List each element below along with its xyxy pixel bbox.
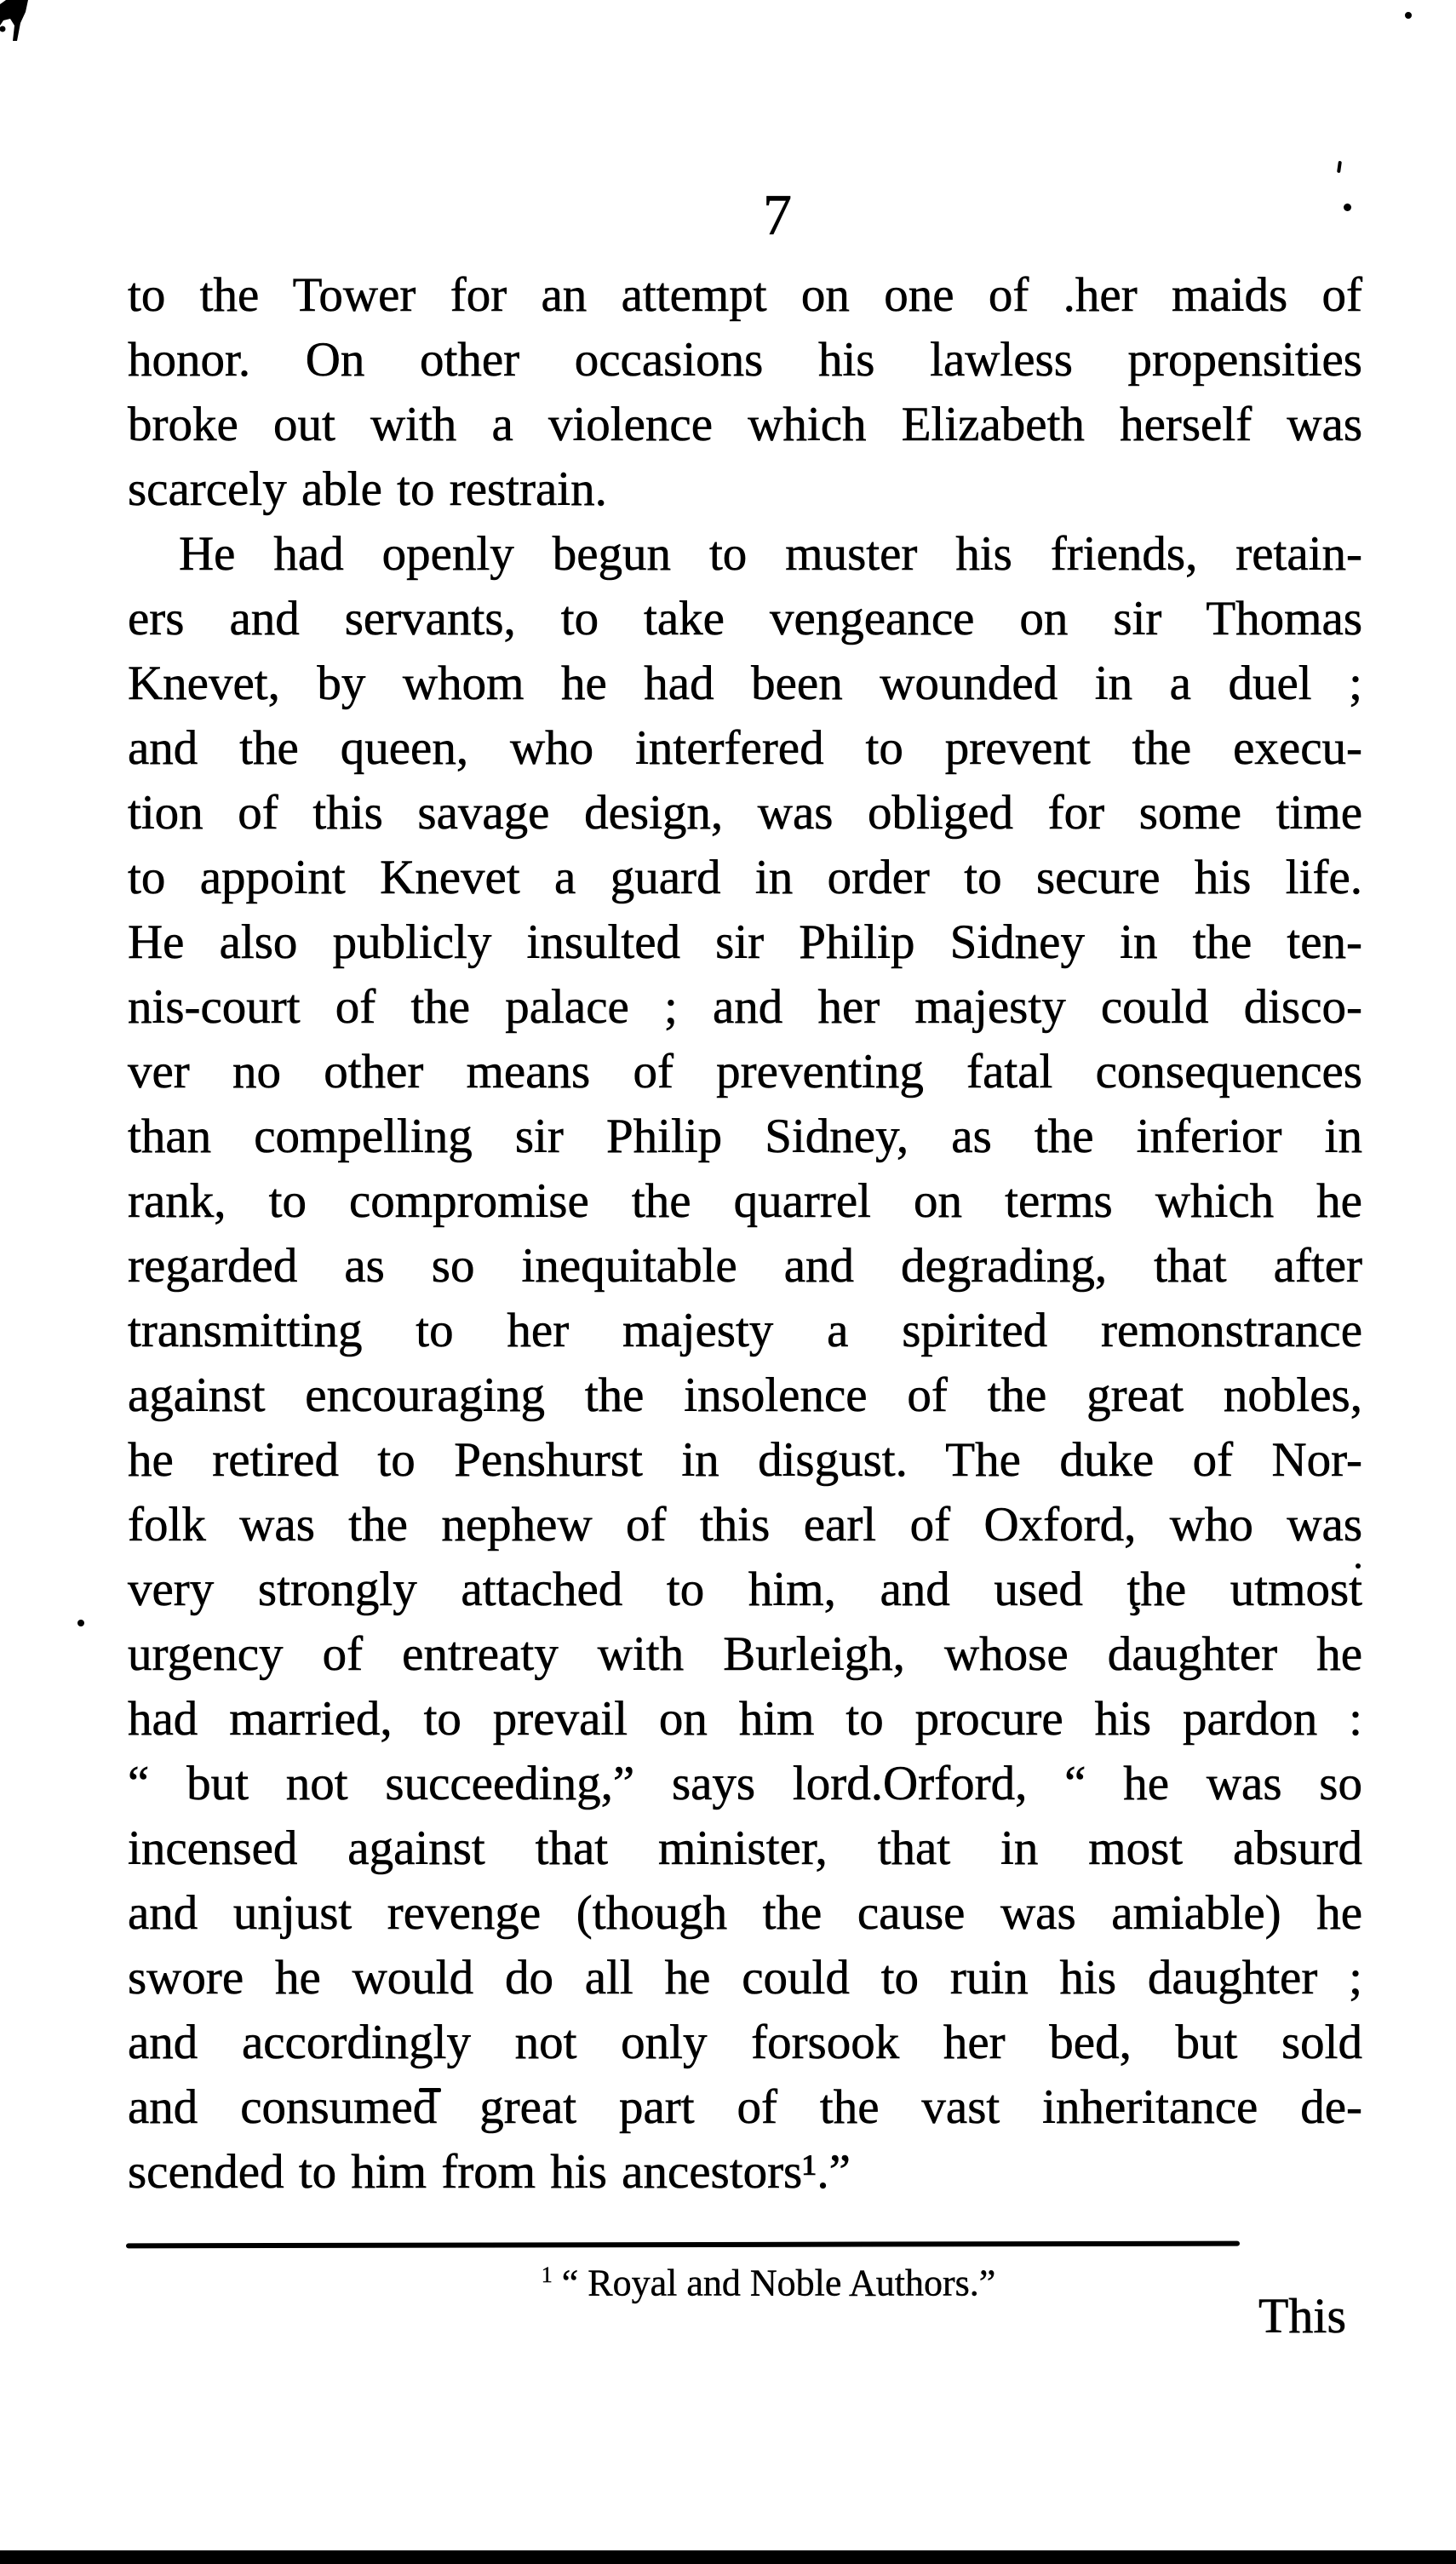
body-line: incensed against that minister, that in most absurd bbox=[128, 1821, 1362, 1875]
body-line: broke out with a violence which Elizabeth herself was bbox=[128, 398, 1362, 451]
body-line: rank, to compromise the quarrel on terms which he bbox=[128, 1174, 1362, 1228]
body-line: and consumed great part of the vast inheritance de- bbox=[128, 2080, 1362, 2134]
page-number: 7 bbox=[763, 182, 792, 247]
body-line: than compelling sir Philip Sidney, as the inferior in bbox=[128, 1110, 1362, 1163]
body-line: and accordingly not only forsook her bed, but sold bbox=[128, 2016, 1362, 2069]
footnote bbox=[128, 2252, 1362, 2307]
ink-speck bbox=[1344, 204, 1351, 211]
body-line: tion of this savage design, was obliged for some time bbox=[128, 786, 1362, 840]
body-line: transmitting to her majesty a spirited remonstrance bbox=[128, 1304, 1362, 1357]
body-line: folk was the nephew of this earl of Oxford, who was bbox=[128, 1498, 1362, 1552]
body-line: He also publicly insulted sir Philip Sidney in the ten- bbox=[128, 915, 1362, 969]
body-line: had married, to prevail on him to procure his pardon : bbox=[128, 1692, 1362, 1746]
body-line: to appoint Knevet a guard in order to secure his life. bbox=[128, 851, 1362, 904]
body-line: against encouraging the insolence of the great nobles, bbox=[128, 1368, 1362, 1422]
body-line: swore he would do all he could to ruin his daughter ; bbox=[128, 1951, 1362, 2005]
body-line: ver no other means of preventing fatal consequences bbox=[128, 1045, 1362, 1098]
footnote-rule bbox=[126, 2241, 1240, 2249]
body-line: he retired to Penshurst in disgust. The duke of Nor- bbox=[128, 1433, 1362, 1487]
body-line: ers and servants, to take vengeance on sir Thomas bbox=[128, 592, 1362, 645]
body-line: very strongly attached to him, and used ţhe utmost bbox=[128, 1563, 1362, 1616]
body-line: and the queen, who interfered to prevent the execu- bbox=[128, 721, 1362, 775]
footnote-text: “ Royal and Noble Authors.” bbox=[561, 2262, 996, 2304]
footnote-marker: 1 bbox=[541, 2263, 553, 2287]
ink-blot bbox=[0, 0, 36, 53]
body-line: scarcely able to restrain. bbox=[128, 462, 607, 516]
ink-speck bbox=[77, 1620, 84, 1626]
body-line: Knevet, by whom he had been wounded in a duel ; bbox=[128, 657, 1362, 710]
body-line: honor. On other occasions his lawless propensities bbox=[128, 333, 1362, 387]
body-line: “ but not succeeding,” says lord.Orford, “ he was so bbox=[128, 1757, 1362, 1810]
body-line: scended to him from his ancestors¹.” bbox=[128, 2145, 851, 2199]
catchword: This bbox=[1258, 2288, 1347, 2343]
body-line: urgency of entreaty with Burleigh, whose daughter he bbox=[128, 1627, 1362, 1681]
body-line: and unjust revenge (though the cause was amiable) he bbox=[128, 1886, 1362, 1940]
body-text bbox=[128, 263, 1362, 2205]
body-line: He had openly begun to muster his friends, retain- bbox=[179, 527, 1362, 581]
body-line: regarded as so inequitable and degrading, that after bbox=[128, 1239, 1362, 1293]
ink-speck bbox=[1405, 12, 1412, 19]
ink-speck bbox=[1337, 161, 1342, 173]
body-line: to the Tower for an attempt on one of .her maids of bbox=[128, 268, 1362, 322]
scan-edge-bar bbox=[0, 2550, 1456, 2564]
body-line: nis-court of the palace ; and her majesty could disco- bbox=[128, 980, 1362, 1034]
